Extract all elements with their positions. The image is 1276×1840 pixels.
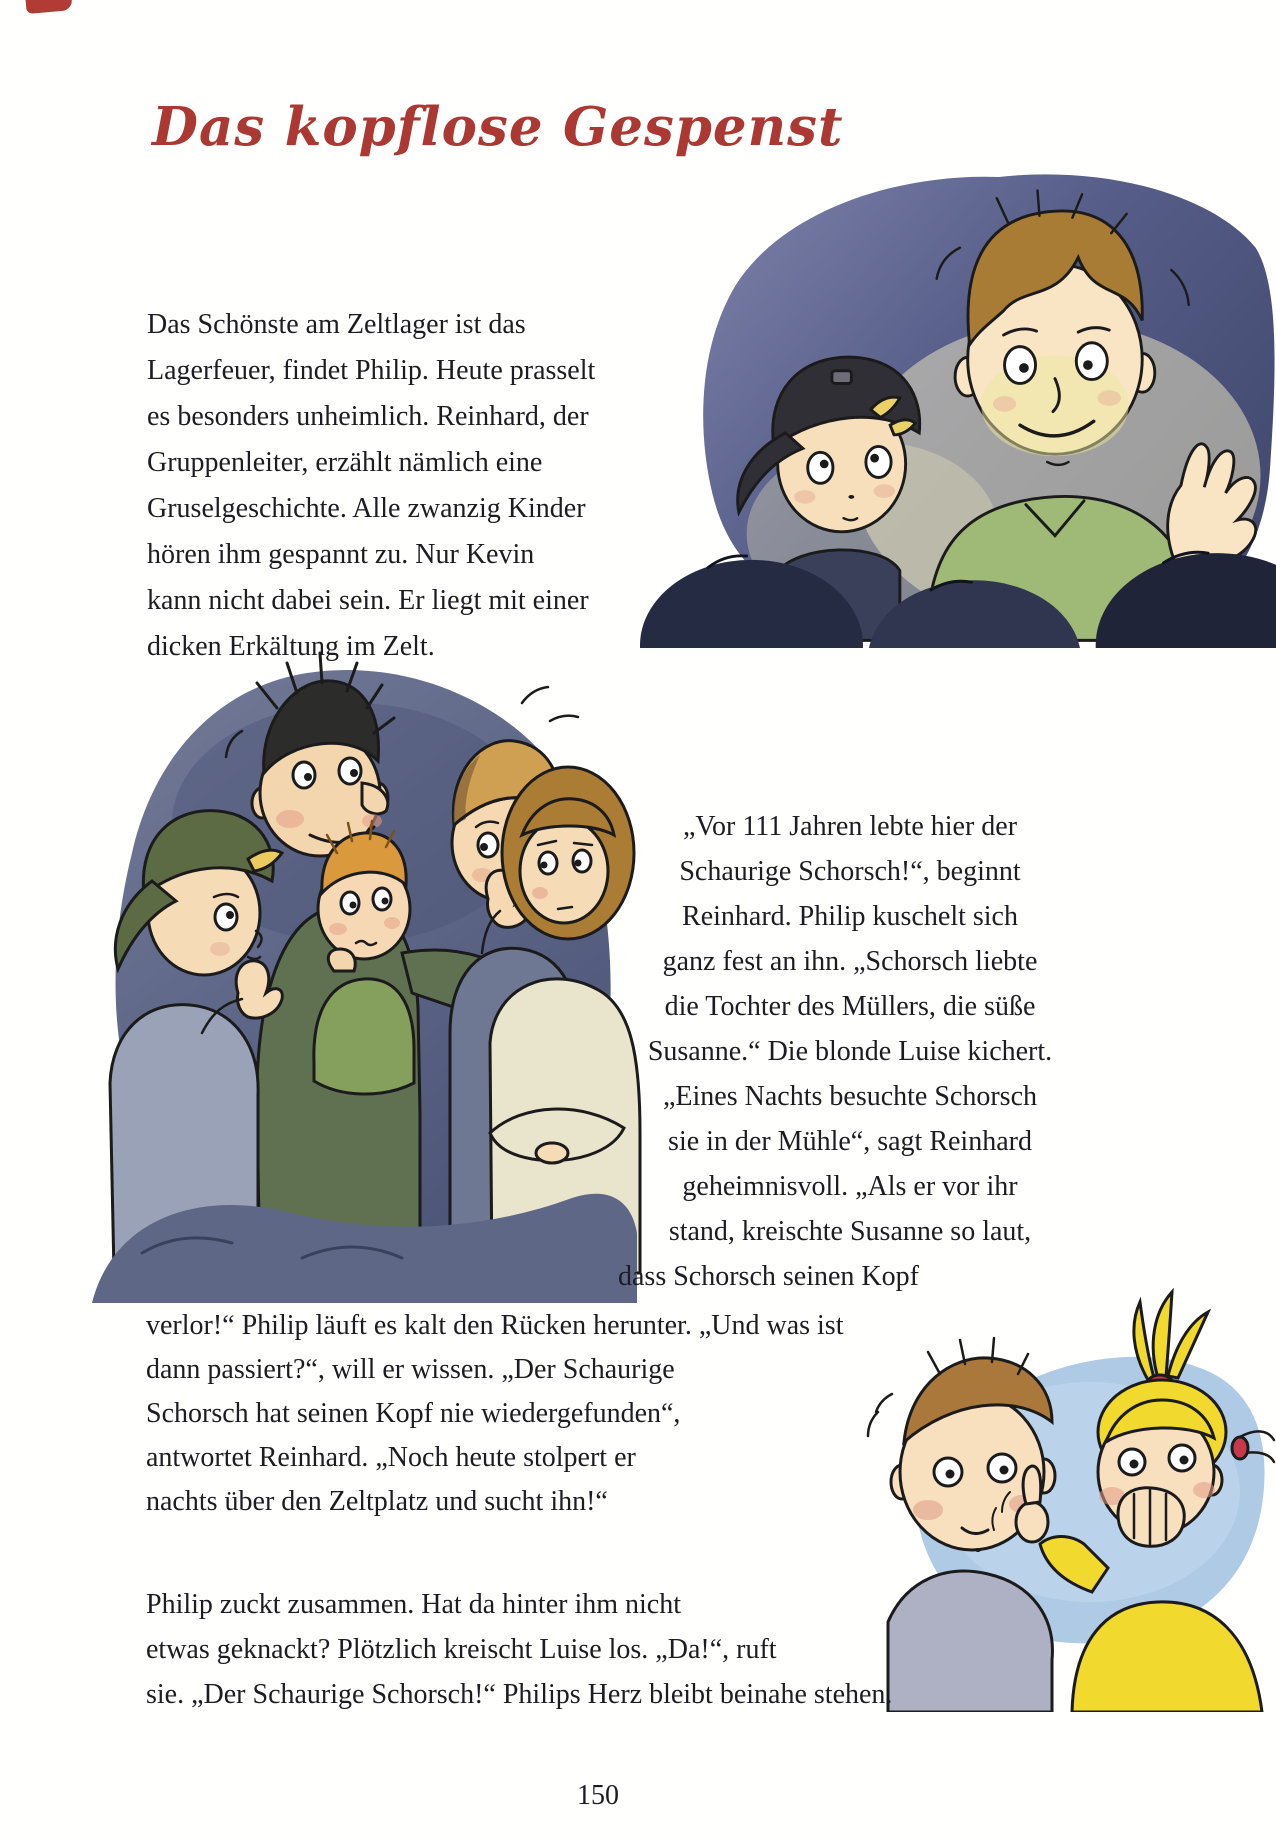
storyteller-illustration: [640, 148, 1276, 648]
cap-buckle: [832, 371, 851, 384]
text-line: nachts über den Zeltplatz und sucht ihn!“: [146, 1486, 608, 1517]
text-line: ganz fest an ihn. „Schorsch liebte: [662, 946, 1038, 977]
text-line: dann passiert?“, will er wissen. „Der Schaurige: [146, 1354, 675, 1385]
text-line: Reinhard. Philip kuschelt sich: [682, 901, 1018, 932]
page-number: 150: [577, 1780, 619, 1811]
text-line: sie. „Der Schaurige Schorsch!“ Philips Herz bleibt beinahe stehen.: [146, 1679, 893, 1710]
text-line: Gruselgeschichte. Alle zwanzig Kinder: [147, 493, 586, 524]
text-line: antwortet Reinhard. „Noch heute stolpert er: [146, 1442, 636, 1473]
page-title: Das kopflose Gespenst: [152, 96, 844, 158]
text-line: Philip zuckt zusammen. Hat da hinter ihm nicht: [146, 1589, 681, 1620]
campfire-storyteller-scene: [640, 148, 1276, 648]
page-scan-artifact: [25, 0, 72, 14]
text-line: verlor!“ Philip läuft es kalt den Rücken herunter. „Und was ist: [146, 1310, 844, 1341]
text-line: „Eines Nachts besuchte Schorsch: [663, 1081, 1037, 1112]
story-right-column: [610, 804, 1090, 1299]
text-line: stand, kreischte Susanne so laut,: [668, 1216, 1032, 1247]
text-line: es besonders unheimlich. Reinhard, der: [147, 401, 589, 432]
text-line: dicken Erkältung im Zelt.: [147, 631, 435, 662]
text-line: kann nicht dabei sein. Er liegt mit einer: [147, 585, 589, 616]
final-paragraph: [146, 1582, 892, 1717]
giggling-children-illustration: [860, 1282, 1276, 1712]
text-line: die Tochter des Müllers, die süße: [664, 991, 1036, 1022]
text-line: etwas geknackt? Plötzlich kreischt Luise los. „Da!“, ruft: [146, 1634, 777, 1665]
listening-children-illustration: [52, 612, 642, 1304]
text-line: geheimnisvoll. „Als er vor ihr: [682, 1171, 1018, 1202]
text-line: Das Schönste am Zeltlager ist das: [147, 309, 526, 340]
text-line: hören ihm gespannt zu. Nur Kevin: [147, 539, 535, 570]
text-line: Gruppenleiter, erzählt nämlich eine: [147, 447, 543, 478]
text-line: „Vor 111 Jahren lebte hier der: [682, 811, 1018, 842]
text-line: dass Schorsch seinen Kopf: [618, 1261, 919, 1292]
children-listening-scene: [52, 612, 642, 1304]
text-line: Lagerfeuer, findet Philip. Heute prasselt: [147, 355, 596, 386]
story-full-width: [146, 1304, 843, 1524]
text-line: Schaurige Schorsch!“, beginnt: [679, 856, 1021, 887]
giggling-children-scene: [860, 1282, 1276, 1712]
text-line: Schorsch hat seinen Kopf nie wiedergefunden“,: [146, 1398, 681, 1429]
pointing-finger: [1023, 1466, 1041, 1504]
text-line: Susanne.“ Die blonde Luise kichert.: [647, 1036, 1053, 1067]
text-line: sie in der Mühle“, sagt Reinhard: [668, 1126, 1032, 1157]
